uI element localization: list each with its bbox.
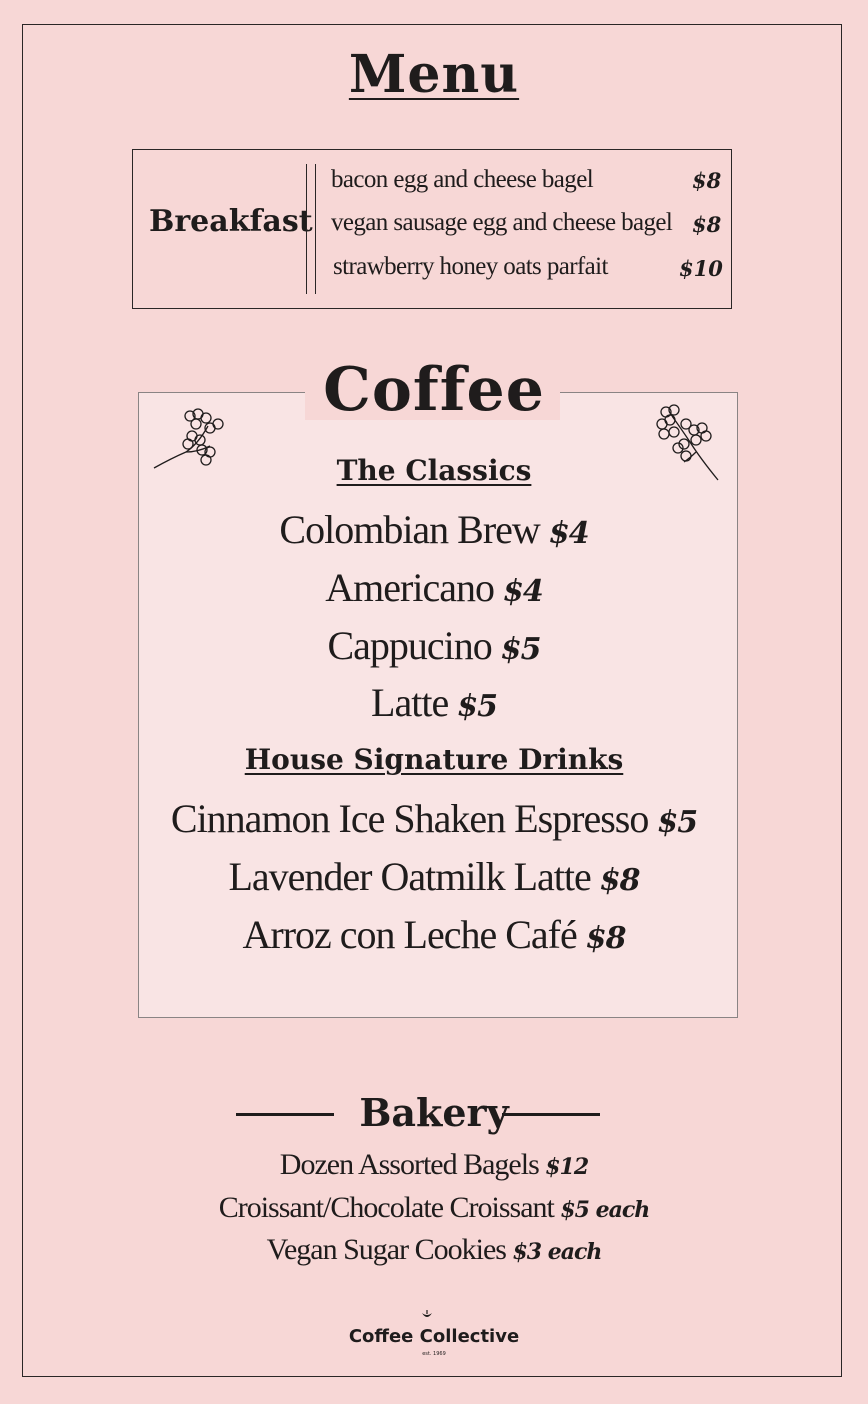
- drink-name: Arroz con Leche Café: [242, 912, 577, 957]
- divider-line: [315, 164, 316, 294]
- drink-price: $8: [585, 921, 626, 956]
- bakery-item: [0, 1148, 868, 1182]
- breakfast-item-name: bacon egg and cheese bagel: [331, 166, 594, 193]
- bakery-item: [0, 1233, 868, 1267]
- breakfast-item-price: $8: [692, 212, 722, 237]
- coffee-title: Coffee: [323, 355, 545, 425]
- classic-drink: [0, 622, 868, 669]
- drink-name: Latte: [371, 680, 449, 725]
- breakfast-item-price: $8: [692, 168, 722, 193]
- drink-name: Cappucino: [327, 623, 492, 668]
- drink-name: Cinnamon Ice Shaken Espresso: [170, 796, 649, 841]
- bakery-item-name: Dozen Assorted Bagels: [279, 1148, 539, 1181]
- bakery-item-price: $3 each: [512, 1239, 602, 1265]
- drink-price: $5: [657, 805, 698, 840]
- drink-price: $4: [548, 516, 589, 551]
- breakfast-item-name: strawberry honey oats parfait: [333, 253, 608, 280]
- bakery-item-name: Croissant/Chocolate Croissant: [218, 1191, 554, 1224]
- drink-price: $4: [502, 574, 543, 609]
- bakery-item: [0, 1191, 868, 1225]
- brand-name: Coffee Collective: [348, 1326, 520, 1347]
- bakery-title: Bakery: [359, 1090, 509, 1135]
- bakery-item-price: $12: [545, 1154, 589, 1180]
- drink-name: Lavender Oatmilk Latte: [228, 854, 591, 899]
- brand-established: est. 1969: [422, 1351, 446, 1357]
- drink-name: Colombian Brew: [279, 507, 540, 552]
- drink-name: Americano: [325, 565, 494, 610]
- signature-drink: [0, 911, 868, 958]
- signature-drink: [0, 853, 868, 900]
- classic-drink: [0, 679, 868, 726]
- drink-price: $5: [500, 632, 541, 667]
- signature-drink: [0, 795, 868, 842]
- divider-line: [306, 164, 307, 294]
- drink-price: $8: [599, 863, 640, 898]
- coffee-bean-logo-icon: [420, 1310, 434, 1322]
- breakfast-item-name: vegan sausage egg and cheese bagel: [331, 209, 673, 236]
- classics-heading: The Classics: [336, 454, 532, 487]
- signature-heading: House Signature Drinks: [244, 743, 624, 776]
- classic-drink: [0, 564, 868, 611]
- drink-price: $5: [457, 689, 497, 724]
- breakfast-item-price: $10: [679, 256, 723, 281]
- menu-title: Menu: [348, 44, 520, 105]
- breakfast-heading: Breakfast: [149, 204, 313, 239]
- classic-drink: [0, 506, 868, 553]
- bakery-item-name: Vegan Sugar Cookies: [266, 1233, 506, 1266]
- bakery-item-price: $5 each: [560, 1197, 650, 1223]
